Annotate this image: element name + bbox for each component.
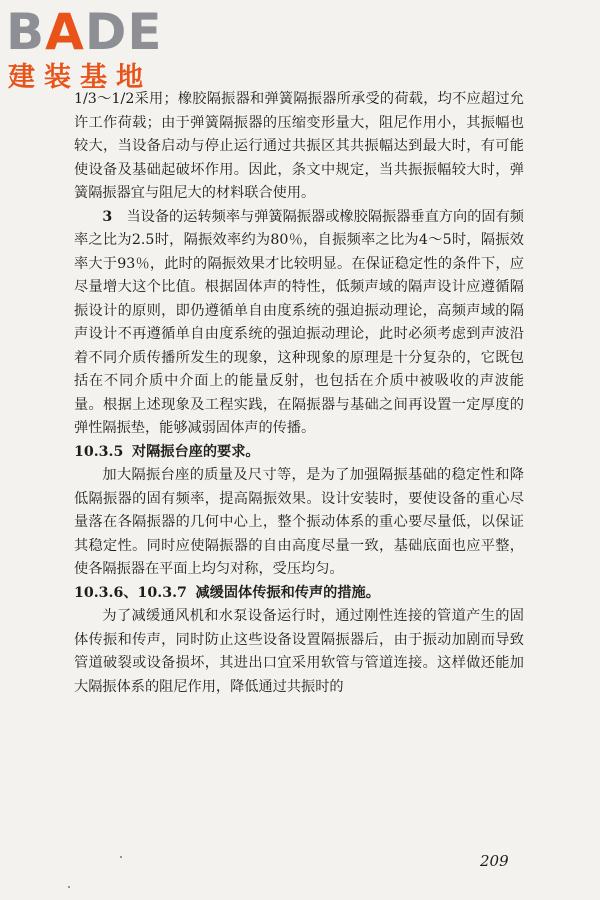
section-title: 减缓固体传振和传声的措施。 (195, 584, 380, 601)
logo-accent-letter: A (45, 3, 85, 61)
paragraph-item-3 (74, 206, 524, 441)
section-number: 10.3.6、10.3.7 (74, 584, 187, 601)
section-heading-10-3-5 (74, 441, 524, 465)
item-number: 3 (102, 208, 113, 225)
section-title: 对隔振台座的要求。 (131, 443, 260, 460)
logo-subtitle: 建装基地 (8, 62, 152, 93)
scan-speck (68, 886, 70, 888)
section-number: 10.3.5 (74, 443, 124, 460)
section-heading-10-3-6 (74, 582, 524, 606)
paragraph-continued: 1/3～1/2采用；橡胶隔振器和弹簧隔振器所承受的荷载，均不应超过允许工作荷载；由于弹簧隔振器的压缩变形量大，阻尼作用小，其振幅也较大，当设备启动与停止运行通过共振区其共振幅达到最大时，有可能使设备及基础起破坏作用。因此，条文中规定，当共振振幅较大时，弹簧隔振器宜与阻尼大的材料联合使用。 (74, 91, 524, 201)
logo-brand-word: BADE (6, 3, 163, 61)
scan-speck (120, 856, 122, 858)
watermark-logo (6, 4, 176, 100)
paragraph-soft-connection: 为了减缓通风机和水泵设备运行时，通过刚性连接的管道产生的固体传振和传声，同时防止这些设备设置隔振器后，由于振动加剧而导致管道破裂或设备损坏，其进出口宜采用软管与管道连接。这样做还能加大隔振体系的阻尼作用，降低通过共振时的 (74, 608, 524, 695)
document-body (74, 88, 524, 699)
paragraph-isolation-base: 加大隔振台座的质量及尺寸等，是为了加强隔振基础的稳定性和降低隔振器的固有频率，提高隔振效果。设计安装时，要使设备的重心尽量落在各隔振器的几何中心上，整个振动体系的重心要尽量低，以保证其稳定性。同时应使隔振器的自由高度尽量一致，基础底面也应平整，使各隔振器在平面上均匀对称，受压均匀。 (74, 467, 524, 577)
page-number: 209 (480, 852, 509, 870)
item-3-text: 当设备的运转频率与弹簧隔振器或橡胶隔振器垂直方向的固有频率之比为2.5时，隔振效率约为80％，自振频率之比为4～5时，隔振效率大于93％，此时的隔振效果才比较明显。在保证稳定性的条件下，应尽量增大这个比值。根据固体声的特性，低频声域的隔声设计应遵循隔振设计的原则，即仍遵循单自由度系统的强迫振动理论，高频声域的隔声设计不再遵循单自由度系统的强迫振动理论，此时必须考虑到声波沿着不同介质传播所发生的现象，这种现象的原理是十分复杂的，它既包括在不同介质中介面上的能量反射，也包括在介质中被吸收的声波能量。根据上述现象及工程实践，在隔振器与基础之间再设置一定厚度的弹性隔振垫，能够减弱固体声的传播。 (74, 208, 524, 436)
